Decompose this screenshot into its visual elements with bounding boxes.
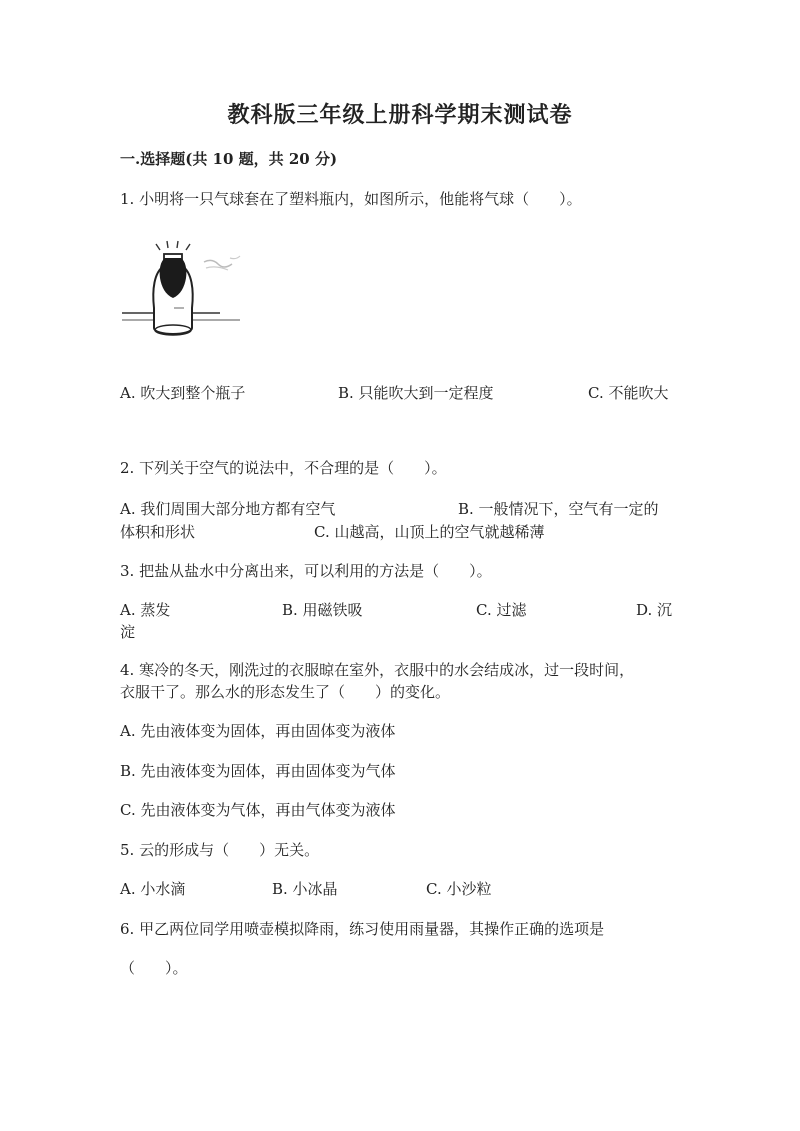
question-2-option-b-wrap: 体积和形状: [120, 523, 196, 541]
question-1-option-b: B. 只能吹大到一定程度: [338, 384, 494, 402]
question-5-option-b: B. 小冰晶: [272, 880, 338, 898]
question-2-option-a: A. 我们周围大部分地方都有空气: [120, 500, 336, 518]
question-4-stem-line-2: 衣服干了。那么水的形态发生了（ ）的变化。: [120, 683, 451, 701]
question-2-option-c: C. 山越高，山顶上的空气就越稀薄: [314, 523, 545, 541]
question-4-stem-line-1: 4. 寒冷的冬天，刚洗过的衣服晾在室外，衣服中的水会结成冰，过一段时间，: [120, 661, 635, 679]
question-3-option-c: C. 过滤: [476, 601, 527, 619]
question-3-option-d: D. 沉: [636, 601, 673, 619]
question-1-option-a: A. 吹大到整个瓶子: [120, 384, 246, 402]
question-3-stem: 3. 把盐从盐水中分离出来，可以利用的方法是（ ）。: [120, 562, 492, 580]
question-1-stem: 1. 小明将一只气球套在了塑料瓶内，如图所示，他能将气球（ ）。: [120, 190, 582, 208]
question-4-option-b: B. 先由液体变为固体，再由固体变为气体: [120, 762, 396, 780]
question-1-option-c: C. 不能吹大: [588, 384, 669, 402]
exam-title: 教科版三年级上册科学期末测试卷: [227, 102, 573, 128]
question-6-stem-line-1: 6. 甲乙两位同学用喷壶模拟降雨，练习使用雨量器，其操作正确的选项是: [120, 920, 605, 938]
question-4-option-c: C. 先由液体变为气体，再由气体变为液体: [120, 801, 396, 819]
question-3-option-b: B. 用磁铁吸: [282, 601, 363, 619]
balloon-in-bottle-figure: [120, 238, 260, 348]
question-5-stem: 5. 云的形成与（ ）无关。: [120, 841, 320, 859]
question-4-option-a: A. 先由液体变为固体，再由固体变为液体: [120, 722, 396, 740]
question-5-option-a: A. 小水滴: [120, 880, 186, 898]
question-2-stem: 2. 下列关于空气的说法中，不合理的是（ ）。: [120, 459, 447, 477]
question-6-stem-line-2: （ ）。: [120, 959, 188, 977]
question-5-option-c: C. 小沙粒: [426, 880, 492, 898]
question-2-option-b: B. 一般情况下，空气有一定的: [458, 500, 659, 518]
question-3-option-a: A. 蒸发: [120, 601, 171, 619]
question-3-option-d-wrap: 淀: [120, 623, 136, 641]
section-heading: 一.选择题(共 10 题，共 20 分): [120, 150, 338, 168]
